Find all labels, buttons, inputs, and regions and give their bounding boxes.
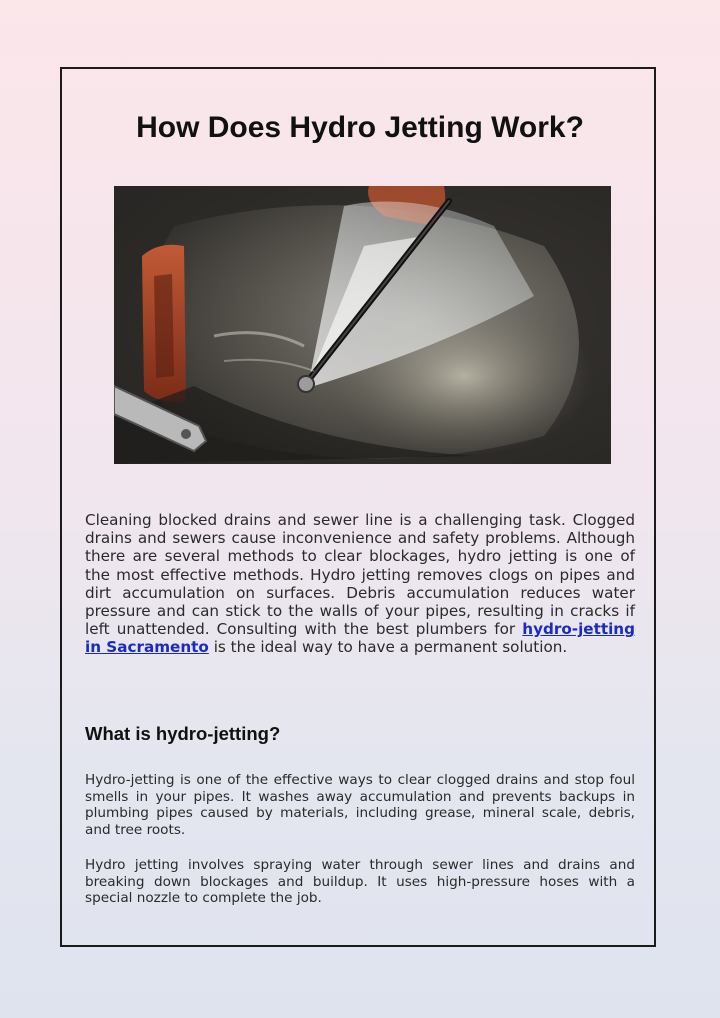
section-heading: What is hydro-jetting? [85, 723, 281, 744]
intro-text-end: is the ideal way to have a permanent solution. [208, 638, 568, 657]
intro-text-start: Cleaning blocked drains and sewer line is a challenging task. Clogged drains and sewers cause inconvenience and safety problems. Although there are several methods to clear blockages, hydro jetting is one of the most effective methods. Hydro jetting removes clogs on pipes and dirt accumulation on surfaces. Debris accumulation reduces water pressure and can stick to the walls of your pipes, resulting in cracks if left unattended. Consulting with the best plumbers for [85, 511, 635, 639]
sacramento-hydro-jetting-link[interactable]: hydro-jetting in Sacramento [85, 620, 635, 657]
document-title: How Does Hydro Jetting Work? [136, 111, 584, 144]
hydro-jetting-photo [114, 186, 611, 464]
intro-paragraph [85, 511, 635, 657]
body-paragraph-2: Hydro jetting involves spraying water through sewer lines and drains and breaking down blockages and buildup. It uses high-pressure hoses with a special nozzle to complete the job. [85, 857, 635, 907]
body-paragraph-1: Hydro-jetting is one of the effective ways to clear clogged drains and stop foul smells in your pipes. It washes away accumulation and prevents backups in plumbing pipes caused by materials, including grease, mineral scale, debris, and tree roots. [85, 772, 635, 838]
